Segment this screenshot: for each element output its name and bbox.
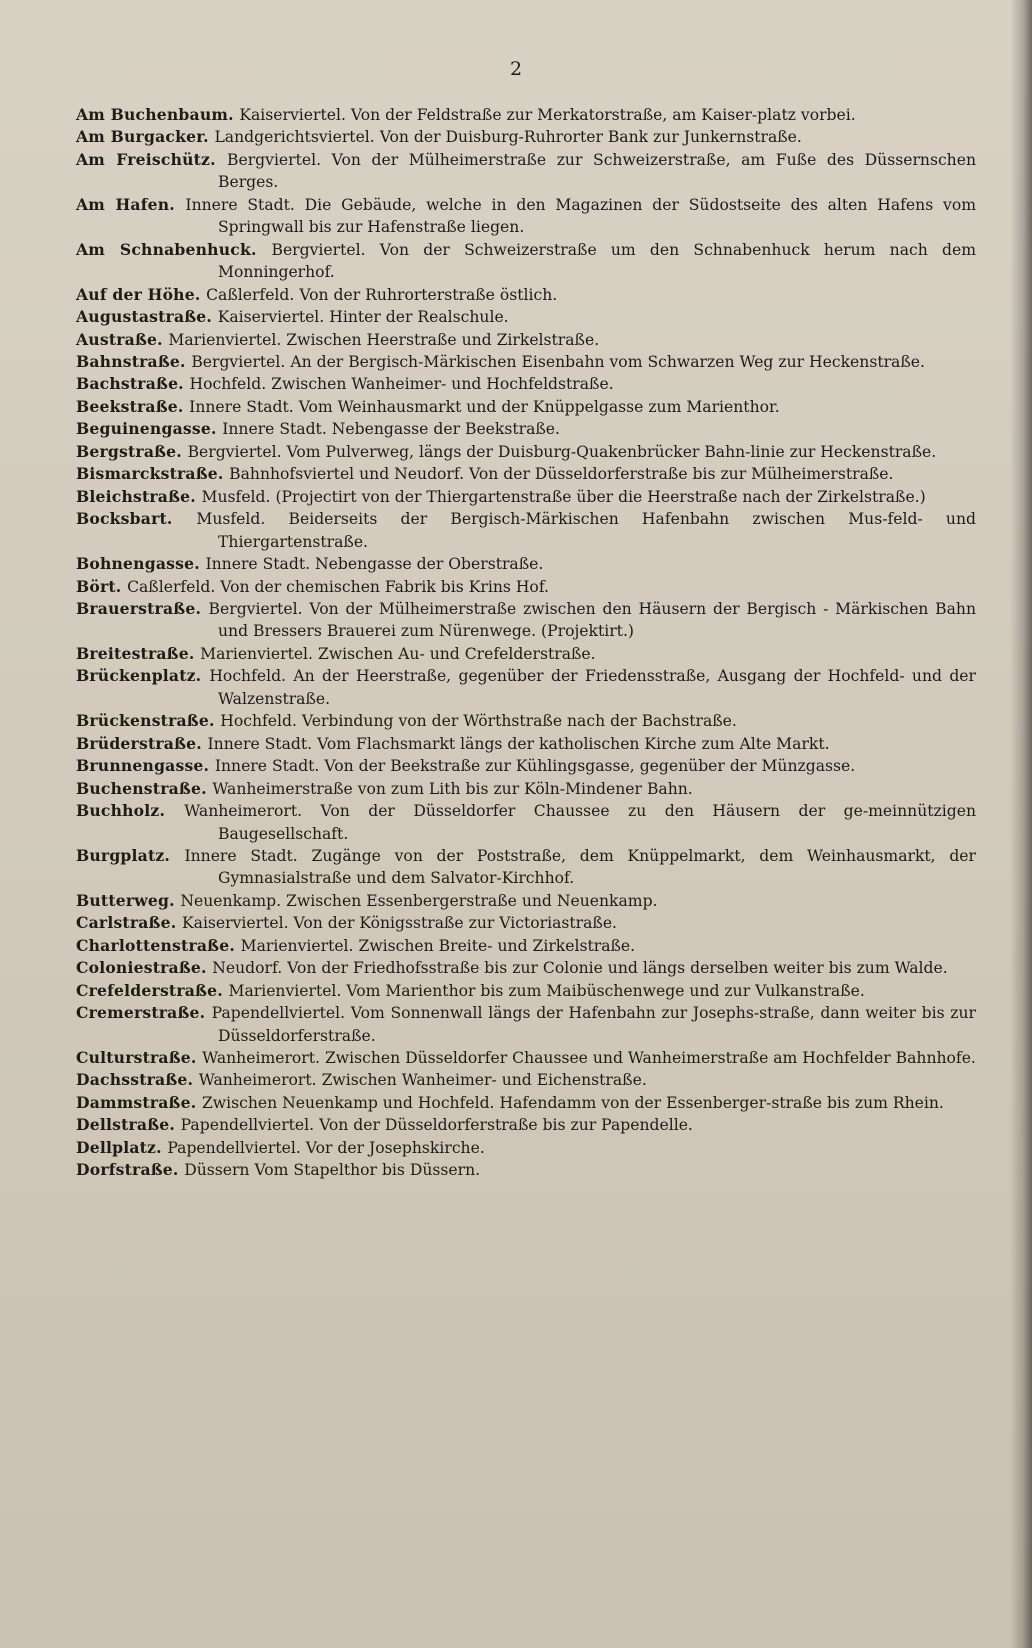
description: Vom Marienthor bis zum Maibüschenwege und zur Vulkanstraße. (346, 981, 865, 1000)
description: Von der Mülheimerstraße zwischen den Häusern der Bergisch - Märkischen Bahn und Bressers Brauerei zum Nürenwege. (Projektirt.) (218, 599, 976, 641)
street-name: Buchenstraße. (76, 778, 207, 798)
directory-entry (76, 239, 976, 284)
district: Bergviertel. (271, 240, 366, 259)
description: Hinter der Realschule. (329, 308, 509, 327)
street-name: Charlottenstraße. (76, 935, 235, 955)
directory-entry (76, 1047, 976, 1069)
street-directory (76, 104, 976, 1182)
directory-entry (76, 755, 976, 777)
street-name: Dorfstraße. (76, 1160, 179, 1180)
street-name: Am Hafen. (76, 194, 175, 214)
directory-entry (76, 845, 976, 890)
district: Innere Stadt. (185, 195, 295, 214)
directory-entry (76, 306, 976, 328)
street-name: Bleichstraße. (76, 486, 196, 506)
street-name: Brauerstraße. (76, 598, 202, 618)
description: Nebengasse der Oberstraße. (315, 555, 544, 574)
description: Verbindung von der Wörthstraße nach der Bachstraße. (301, 712, 737, 731)
street-name: Buchholz. (76, 801, 166, 821)
description: An der Bergisch-Märkischen Eisenbahn vom Schwarzen Weg zur Heckenstraße. (290, 352, 925, 371)
description: Vom Flachsmarkt längs der katholischen Kirche zum Alte Markt. (317, 734, 830, 753)
directory-entry (76, 1092, 976, 1114)
district: Musfeld. (196, 510, 266, 529)
description: Vom Stapelthor bis Düssern. (254, 1161, 481, 1180)
street-name: Am Freischütz. (76, 149, 216, 169)
description: Von der Düsseldorfer Chaussee zu den Häusern der ge-meinnützigen Baugesellschaft. (218, 802, 976, 843)
description: Zwischen Breite- und Zirkelstraße. (358, 936, 636, 955)
street-name: Culturstraße. (76, 1048, 197, 1068)
district: Neuenkamp. (180, 891, 282, 910)
description: Vom Weinhausmarkt und der Knüppelgasse zum Marienthor. (298, 397, 780, 416)
district: Papendellviertel. (180, 1116, 315, 1135)
directory-entry (76, 441, 976, 463)
directory-entry (76, 980, 976, 1002)
street-name: Bocksbart. (76, 509, 173, 529)
description: Von der Düsseldorferstraße bis zur Mülheimerstraße. (469, 465, 894, 484)
description: Vor der Josephskirche. (305, 1138, 485, 1157)
street-name: Cremerstraße. (76, 1003, 206, 1023)
street-name: Bismarckstraße. (76, 464, 224, 484)
description: Von der Schweizerstraße um den Schnabenhuck herum nach dem Monningerhof. (218, 240, 976, 282)
district: Marienviertel. (168, 330, 282, 349)
description: Von der Beekstraße zur Kühlingsgasse, gegenüber der Münzgasse. (324, 757, 856, 776)
description: Von der chemischen Fabrik bis Krins Hof. (220, 577, 549, 596)
street-name: Auf der Höhe. (76, 284, 201, 304)
description: Von der Duisburg-Ruhrorter Bank zur Junkernstraße. (379, 128, 802, 147)
directory-entry (76, 576, 976, 598)
district: Innere Stadt. (207, 734, 313, 753)
street-name: Breitestraße. (76, 643, 195, 663)
street-name: Crefelderstraße. (76, 980, 223, 1000)
street-name: Dellplatz. (76, 1137, 162, 1157)
street-name: Brückenplatz. (76, 666, 202, 686)
description: Hafendamm von der Essenberger-straße bis zum Rhein. (499, 1093, 944, 1112)
description: Von der Friedhofsstraße bis zur Colonie und längs derselben weiter bis zum Walde. (287, 959, 948, 978)
district: Hochfeld. (189, 375, 267, 394)
street-name: Am Burgacker. (76, 127, 209, 147)
directory-entry (76, 1137, 976, 1159)
directory-entry (76, 463, 976, 485)
description: Zwischen Au- und Crefelderstraße. (317, 644, 596, 663)
district: Neudorf. (212, 959, 283, 978)
district: Landgerichtsviertel. (214, 128, 375, 147)
district: Hochfeld. (220, 712, 297, 731)
street-name: Bört. (76, 576, 122, 596)
district: Marienviertel. (228, 981, 342, 1000)
description: Von der Mülheimerstraße zur Schweizerstraße, am Fuße des Düssernschen Berges. (218, 150, 976, 192)
street-name: Brunnengasse. (76, 756, 210, 776)
district: Wanheimerort. (184, 802, 303, 821)
directory-entry (76, 149, 976, 194)
district: Papendellviertel. (211, 1004, 346, 1023)
directory-entry (76, 890, 976, 912)
directory-entry (76, 598, 976, 643)
description: Zwischen Heerstraße und Zirkelstraße. (286, 330, 600, 349)
district: Kaiserviertel. (217, 308, 325, 327)
street-name: Bachstraße. (76, 374, 184, 394)
directory-entry (76, 1002, 976, 1047)
directory-entry (76, 194, 976, 239)
directory-entry (76, 957, 976, 979)
district: Kaiserviertel. (182, 914, 289, 933)
directory-entry (76, 126, 976, 148)
directory-entry (76, 104, 976, 126)
description: Vom Pulverweg, längs der Duisburg-Quakenbrücker Bahn-linie zur Heckenstraße. (286, 442, 937, 461)
street-name: Dachsstraße. (76, 1070, 194, 1090)
street-name: Am Schnabenhuck. (76, 239, 257, 259)
street-name: Dellstraße. (76, 1115, 175, 1135)
district: Bergviertel. (227, 150, 322, 169)
street-name: Coloniestraße. (76, 958, 207, 978)
street-name: Burgplatz. (76, 845, 171, 865)
district: Innere Stadt. (205, 555, 311, 574)
district: Innere Stadt. (222, 420, 327, 439)
directory-entry (76, 1159, 976, 1181)
district: Marienviertel. (200, 644, 314, 663)
street-name: Austraße. (76, 329, 163, 349)
district: Wanheimerort. (198, 1071, 317, 1090)
directory-entry (76, 553, 976, 575)
street-name: Brückenstraße. (76, 711, 215, 731)
district: Caßlerfeld. (127, 577, 216, 596)
district: Innere Stadt. (189, 397, 294, 416)
directory-entry (76, 665, 976, 710)
directory-entry (76, 329, 976, 351)
description: Nebengasse der Beekstraße. (331, 420, 560, 439)
directory-entry (76, 643, 976, 665)
directory-entry (76, 935, 976, 957)
street-name: Bohnengasse. (76, 554, 200, 574)
description: Zwischen Wanheimer- und Eichenstraße. (321, 1071, 647, 1090)
description: Von der Ruhrorterstraße östlich. (299, 285, 558, 304)
district: Marienviertel. (240, 936, 354, 955)
district: Düssern (184, 1161, 250, 1180)
street-name: Am Buchenbaum. (76, 105, 234, 124)
directory-entry (76, 912, 976, 934)
directory-entry (76, 800, 976, 845)
district: Bahnhofsviertel und Neudorf. (229, 465, 465, 484)
description: Zugänge von der Poststraße, dem Knüppelmarkt, dem Weinhausmarkt, der Gymnasialstraße und dem Salvator-Kirchhof. (218, 846, 976, 888)
district: Bergviertel. (187, 442, 282, 461)
directory-entry (76, 396, 976, 418)
district: Innere Stadt. (214, 757, 320, 776)
district: Musfeld. (201, 487, 271, 506)
page-number: 2 (509, 58, 523, 80)
directory-entry (76, 1114, 976, 1136)
directory-entry (76, 351, 976, 373)
directory-entry (76, 284, 976, 306)
directory-entry (76, 373, 976, 395)
district: Hochfeld. (209, 667, 287, 686)
street-name: Beekstraße. (76, 396, 184, 416)
district: Papendellviertel. (167, 1138, 301, 1157)
description: von zum Lith bis zur Köln-Mindener Bahn. (357, 779, 693, 798)
description: Zwischen Wanheimer- und Hochfeldstraße. (271, 375, 614, 394)
description: Beiderseits der Bergisch-Märkischen Hafenbahn zwischen Mus-feld- und Thiergartenstraße. (218, 510, 976, 551)
description: Zwischen Düsseldorfer Chaussee und Wanheimerstraße am Hochfelder Bahnhofe. (324, 1049, 976, 1068)
description: Die Gebäude, welche in den Magazinen der Südostseite des alten Hafens vom Springwall bis zur Hafenstraße liegen. (218, 195, 976, 237)
street-name: Bergstraße. (76, 441, 182, 461)
directory-entry (76, 1069, 976, 1091)
description: Zwischen Essenbergerstraße und Neuenkamp. (286, 891, 658, 910)
description: Vom Sonnenwall längs der Hafenbahn zur Josephs-straße, dann weiter bis zur Düsseldorferstraße. (218, 1004, 976, 1045)
street-name: Beguinengasse. (76, 419, 217, 439)
description: An der Heerstraße, gegenüber der Friedensstraße, Ausgang der Hochfeld- und der Walzenstraße. (218, 667, 976, 708)
description: Von der Feldstraße zur Merkatorstraße, am Kaiser-platz vorbei. (350, 106, 856, 124)
directory-entry (76, 418, 976, 440)
street-name: Butterweg. (76, 890, 175, 910)
street-name: Carlstraße. (76, 913, 177, 933)
directory-entry (76, 710, 976, 732)
district: Innere Stadt. (184, 846, 298, 865)
district: Zwischen Neuenkamp und Hochfeld. (201, 1093, 495, 1112)
district: Wanheimerort. (202, 1049, 320, 1068)
street-name: Augustastraße. (76, 307, 213, 327)
directory-entry (76, 508, 976, 553)
directory-entry (76, 778, 976, 800)
district: Kaiserviertel. (239, 106, 346, 124)
page-edge-shadow (1010, 0, 1032, 1648)
district: Bergviertel. (191, 352, 286, 371)
street-name: Bahnstraße. (76, 351, 186, 371)
district: Bergviertel. (208, 599, 303, 618)
description: Von der Königsstraße zur Victoriastraße. (293, 914, 618, 933)
street-name: Dammstraße. (76, 1092, 197, 1112)
description: (Projectirt von der Thiergartenstraße über die Heerstraße nach der Zirkelstraße.) (275, 487, 926, 506)
district: Wanheimerstraße (212, 779, 353, 798)
directory-entry (76, 733, 976, 755)
directory-entry (76, 486, 976, 508)
description: Von der Düsseldorferstraße bis zur Papendelle. (319, 1116, 693, 1135)
street-name: Brüderstraße. (76, 733, 202, 753)
district: Caßlerfeld. (206, 285, 295, 304)
